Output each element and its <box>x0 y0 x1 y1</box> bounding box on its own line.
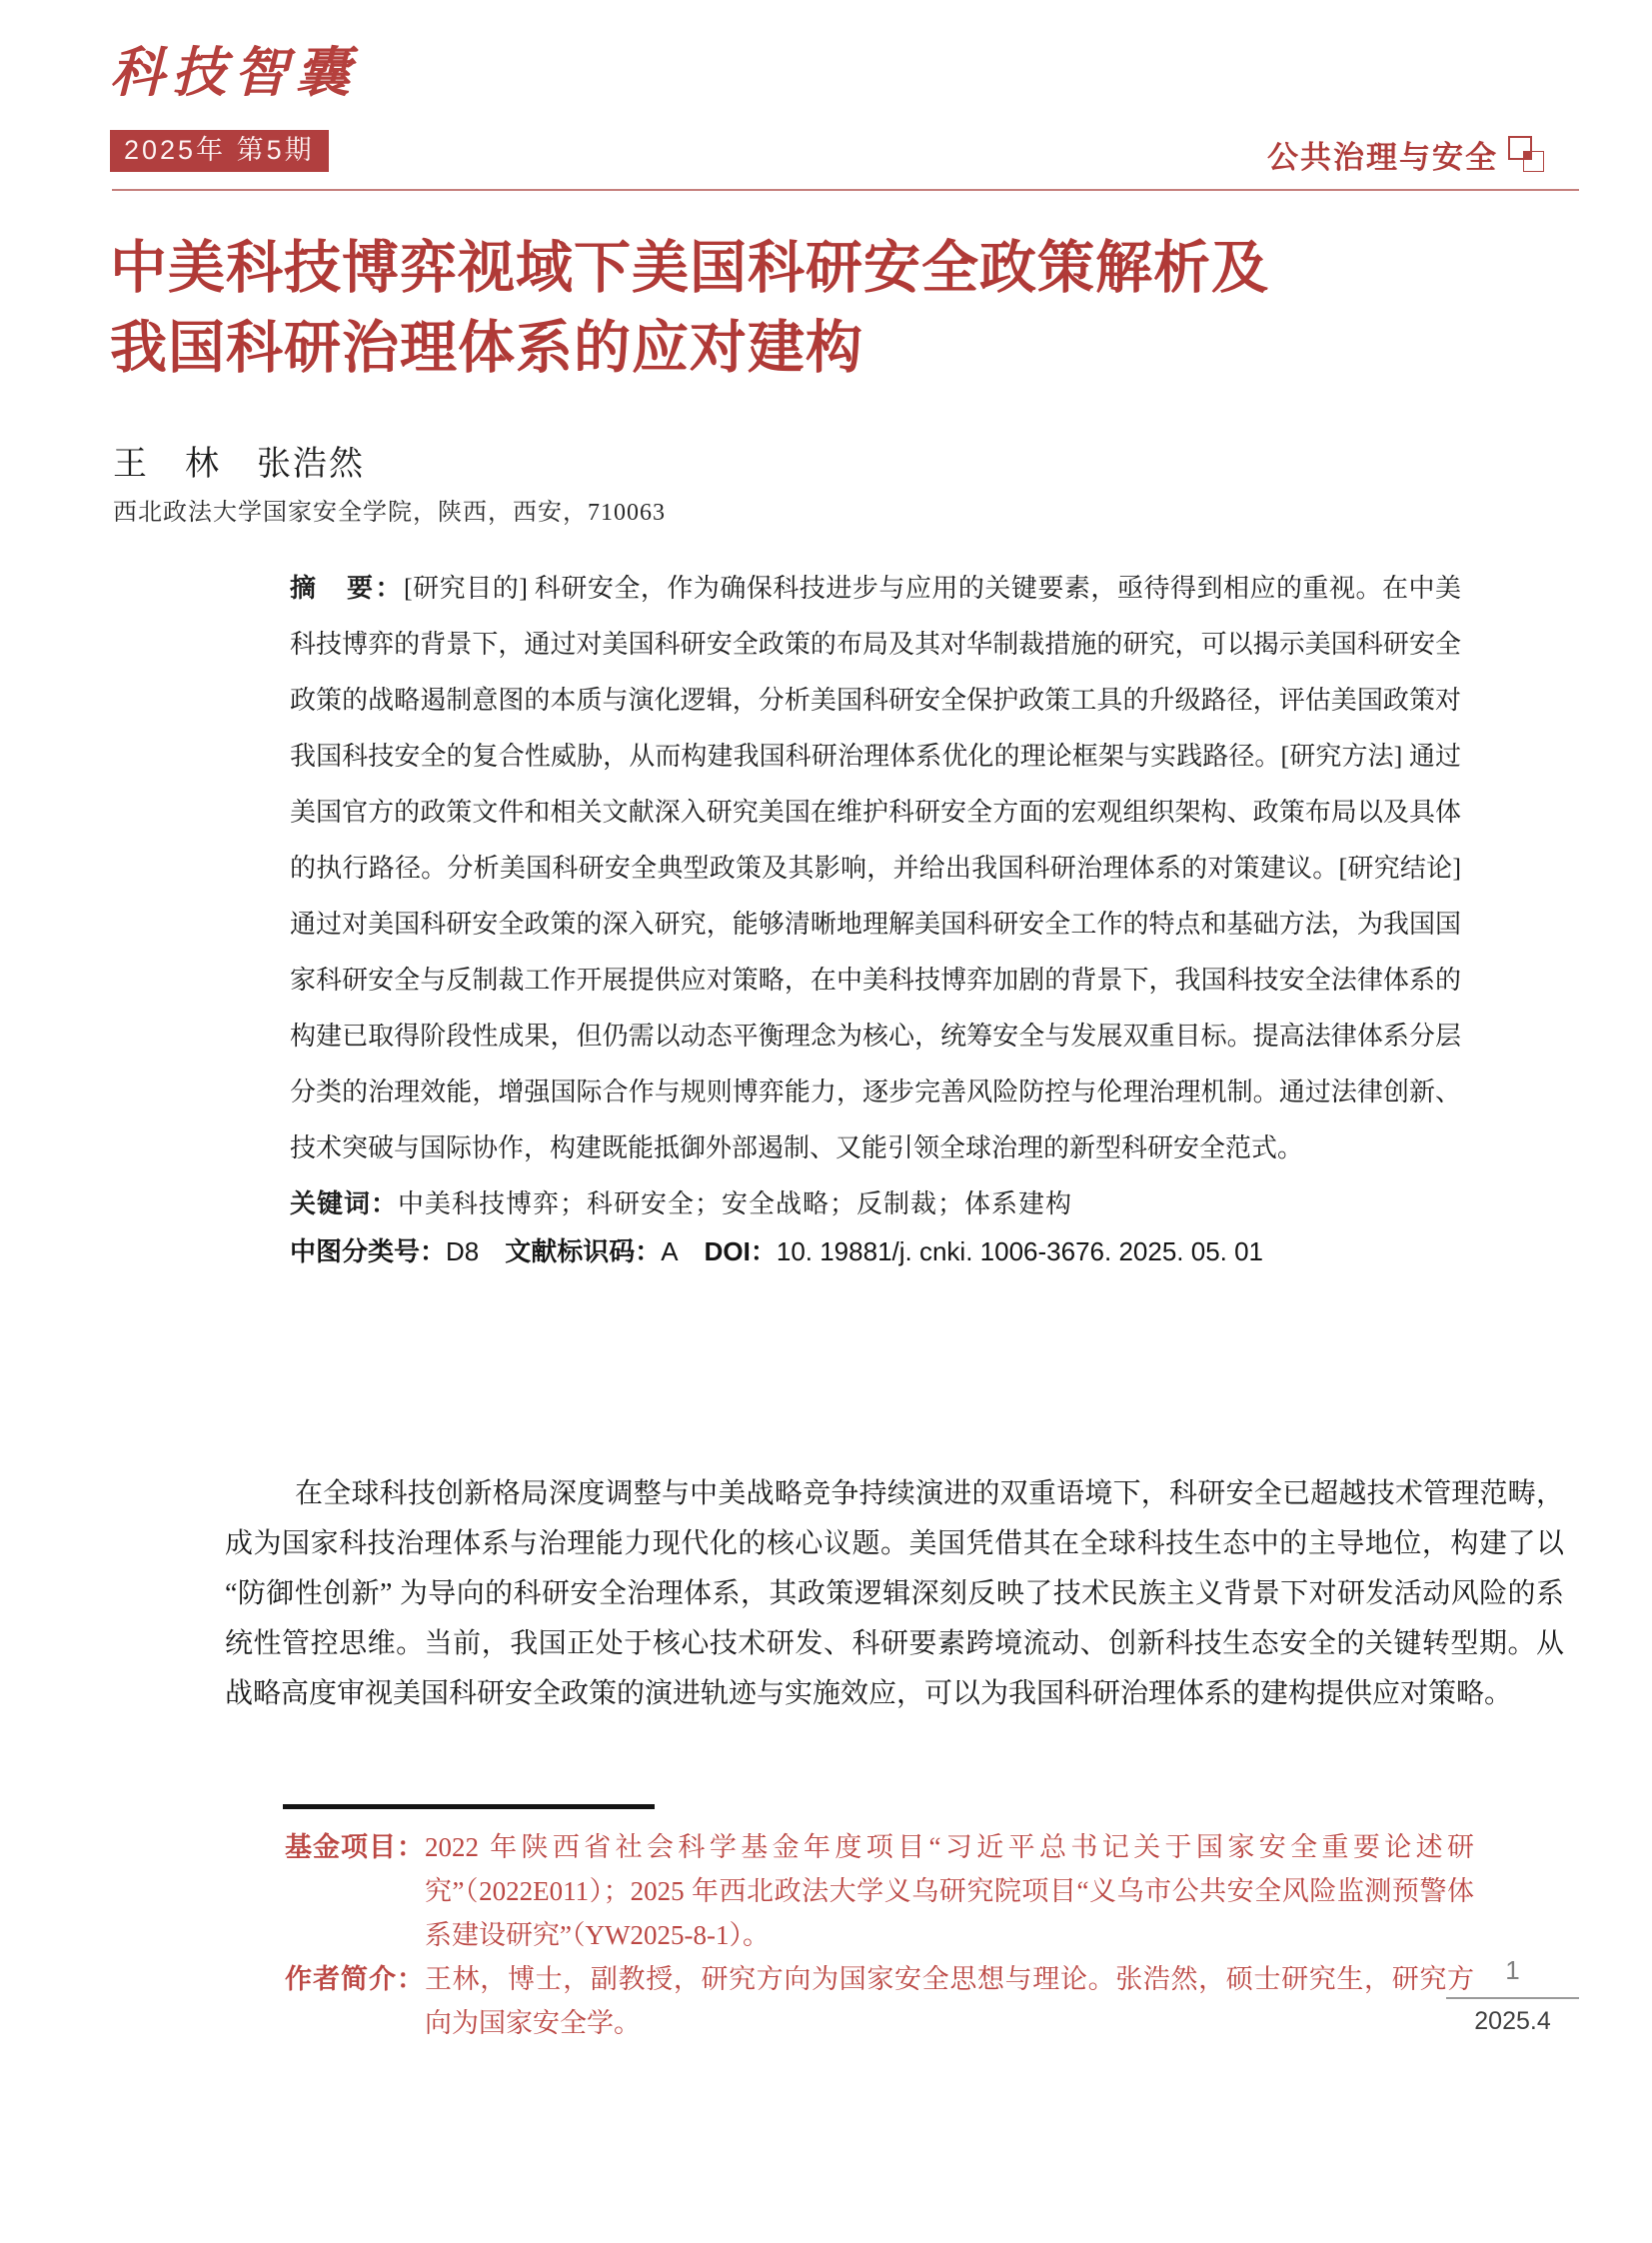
doc-code-value: A <box>661 1236 679 1266</box>
fund-note-text: 2022 年陕西省社会科学基金年度项目“习近平总书记关于国家安全重要论述研究”（2022E011）；2025 年西北政法大学义乌研究院项目“义乌市公共安全风险监测预警体系建设研究”（YW2025-8-1）。 <box>425 1832 1474 1950</box>
clc-label: 中图分类号： <box>290 1236 447 1266</box>
author-bio-label: 作者简介： <box>285 1964 425 1994</box>
authors: 王 林 张浩然 <box>113 445 365 483</box>
overlapping-squares-icon <box>1508 136 1546 174</box>
footnote-divider <box>283 1804 655 1809</box>
page-number: 1 <box>1505 1955 1520 1985</box>
affiliation: 西北政法大学国家安全学院，陕西，西安，710063 <box>113 500 666 526</box>
page-footer <box>1446 1957 1579 2034</box>
fund-note <box>285 1825 1474 1957</box>
abstract <box>290 560 1461 1179</box>
keywords-text: 中美科技博弈；科研安全；安全战略；反制裁；体系建构 <box>398 1189 1073 1218</box>
abstract-text: [研究目的] 科研安全，作为确保科技进步与应用的关键要素，亟待得到相应的重视。在中美科技博弈的背景下，通过对美国科研安全政策的布局及其对华制裁措施的研究，可以揭示美国科研安全政策的战略遏制意图的本质与演化逻辑，分析美国科研安全保护政策工具的升级路径，评估美国政策对我国科技安全的复合性威胁，从而构建我国科研治理体系优化的理论框架与实践路径。[研究方法] 通过美国官方的政策文件和相关文献深入研究美国在维护科研安全方面的宏观组织架构、政策布局以及具体的执行路径。分析美国科研安全典型政策及其影响，并给出我国科研治理体系的对策建议。[研究结论] 通过对美国科研安全政策的深入研究，能够清晰地理解美国科研安全工作的特点和基础方法，为我国国家科研安全与反制裁工作开展提供应对策略，在中美科技博弈加剧的背景下，我国科技安全法律体系的构建已取得阶段性成果，但仍需以动态平衡理念为核心，统筹安全与发展双重目标。提高法律体系分层分类的治理效能，增强国际合作与规则博弈能力，逐步完善风险防控与伦理治理机制。通过法律创新、技术突破与国际协作，构建既能抵御外部遏制、又能引领全球治理的新型科研安全范式。 <box>290 574 1461 1162</box>
body-paragraph: 在全球科技创新格局深度调整与中美战略竞争持续演进的双重语境下，科研安全已超越技术管理范畴，成为国家科技治理体系与治理能力现代化的核心议题。美国凭借其在全球科技生态中的主导地位，构建了以 “防御性创新” 为导向的科研安全治理体系，其政策逻辑深刻反映了技术民族主义背景下对研发活动风险的系统性管控思维。当前，我国正处于核心技术研发、科研要素跨境流动、创新科技生态安全的关键转型期。从战略高度审视美国科研安全政策的演进轨迹与实施效应，可以为我国科研治理体系的建构提供应对策略。 <box>225 1478 1564 1709</box>
keywords-line <box>290 1183 1461 1220</box>
footer-divider <box>1446 1997 1579 1999</box>
issue-badge: 2025年 第5期 <box>110 130 329 172</box>
article-title <box>110 228 1539 388</box>
abstract-label: 摘 要： <box>290 573 405 603</box>
doc-code-label: 文献标识码： <box>505 1236 662 1266</box>
footnotes <box>285 1825 1474 2045</box>
classification-line <box>290 1231 1461 1268</box>
author-bio-text: 王林，博士，副教授，研究方向为国家安全思想与理论。张浩然，硕士研究生，研究方向为国家安全学。 <box>425 1964 1474 2038</box>
article-title-line2: 我国科研治理体系的应对建构 <box>110 316 863 380</box>
doi-label: DOI： <box>704 1236 777 1266</box>
doi-value: 10. 19881/j. cnki. 1006-3676. 2025. 05. 01 <box>776 1236 1264 1266</box>
article-title-line1: 中美科技博弈视域下美国科研安全政策解析及 <box>110 236 1269 300</box>
section-label-text: 公共治理与安全 <box>1267 140 1498 175</box>
keywords-label: 关键词： <box>290 1188 399 1218</box>
issue-date: 2025.4 <box>1474 2007 1551 2035</box>
fund-note-label: 基金项目： <box>285 1832 425 1862</box>
journal-logo: 科技智囊 <box>110 40 358 104</box>
author-bio-note <box>285 1957 1474 2045</box>
header-divider <box>112 189 1579 191</box>
clc-value: D8 <box>446 1236 480 1266</box>
section-label <box>1267 132 1546 177</box>
